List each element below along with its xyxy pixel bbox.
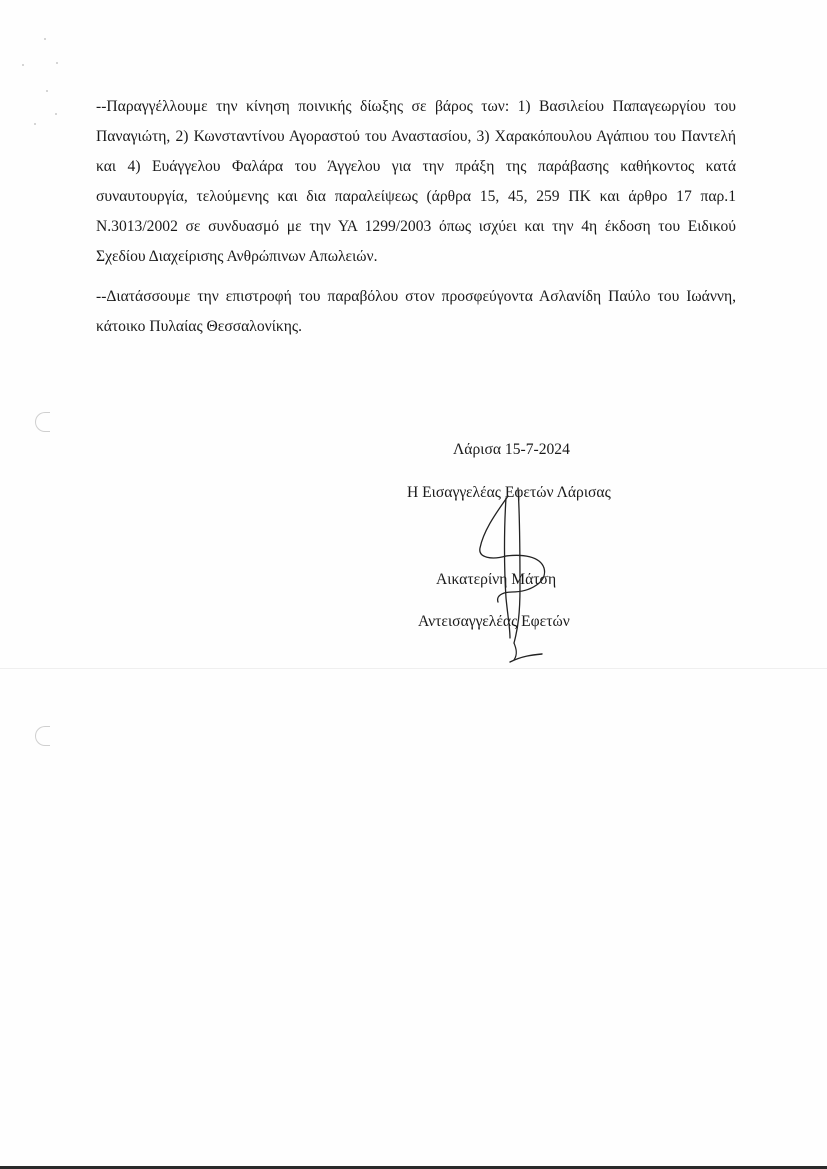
scan-speck — [56, 62, 58, 64]
order-paragraph-prosecution: --Παραγγέλλουμε την κίνηση ποινικής δίωξης σε βάρος των: 1) Βασιλείου Παπαγεωργίου του Παναγιώτη, 2) Κωνσταντίνου Αγοραστού του Αναστασίου, 3) Χαρακόπουλου Αγάπιου του Παντελή και 4) Ευάγγελου Φαλάρα του Άγγελου για την πράξη της παράβασης καθήκοντος κατά συναυτουργία, τελούμενης και δια παραλείψεως (άρθρα 15, 45, 259 ΠΚ και άρθρο 17 παρ.1 Ν.3013/2002 σε συνδυασμό με την ΥΑ 1299/2003 όπως ισχύει και την 4η έκδοση του Ειδικού Σχεδίου Διαχείρισης Ανθρώπινων Απωλειών. — [96, 98, 736, 265]
signatory-name: Αικατερίνη Μάτση — [436, 571, 557, 588]
place-date: Λάρισα 15-7-2024 — [453, 441, 570, 458]
order-paragraph-fee-return: --Διατάσσουμε την επιστροφή του παραβόλου στον προσφεύγοντα Ασλανίδη Παύλο του Ιωάννη, κάτοικο Πυλαίας Θεσσαλονίκης. — [96, 288, 736, 335]
punch-hole-mark — [35, 412, 50, 432]
signatory-title: Αντεισαγγελέας Εφετών — [418, 613, 570, 630]
signatory-office: Η Εισαγγελέας Εφετών Λάρισας — [407, 484, 611, 501]
handwritten-signature — [470, 478, 580, 678]
scan-speck — [34, 123, 36, 125]
punch-hole-mark — [35, 726, 50, 746]
scan-speck — [55, 113, 57, 115]
scan-speck — [22, 64, 24, 66]
scan-speck — [46, 90, 48, 92]
page-fold-line — [0, 668, 827, 669]
scan-speck — [44, 38, 46, 40]
